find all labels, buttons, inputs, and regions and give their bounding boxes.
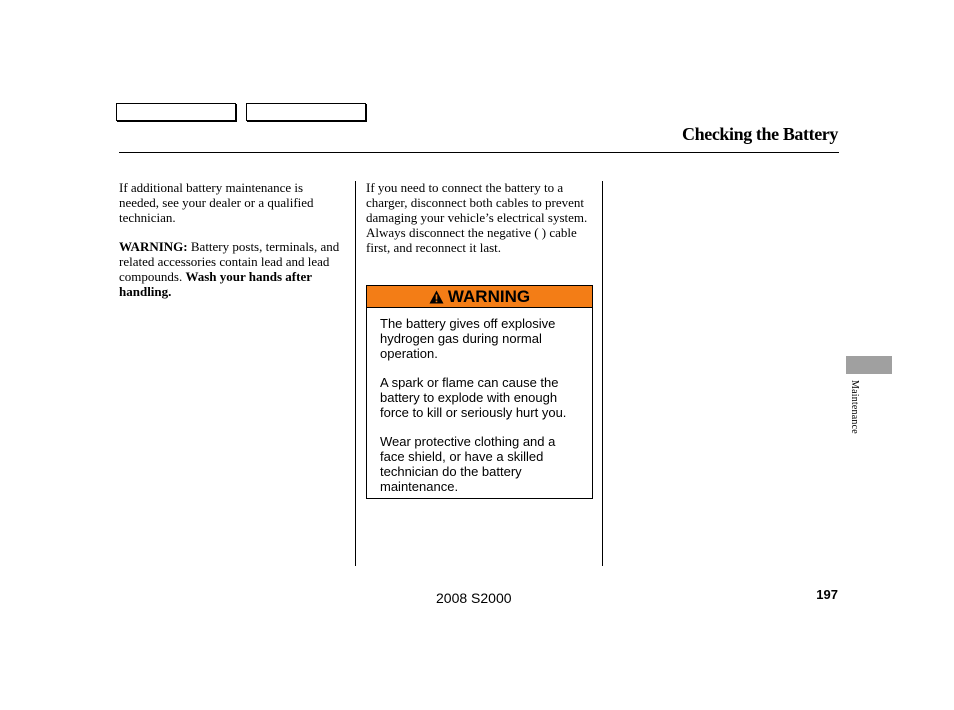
charger-instructions: If you need to connect the battery to a charger, disconnect both cables to prevent damaging your vehicle’s electrical system. Always disconnect the negative ( ) cable first, and reconnect it last. xyxy=(366,180,588,255)
warning-text: Battery posts, terminals, and related accessories contain lead and lead compounds. xyxy=(119,239,340,284)
column-divider xyxy=(355,181,356,566)
warning-item: Wear protective clothing and a face shield, or have a skilled technician do the battery maintenance. xyxy=(380,434,556,494)
maintenance-note: If additional battery maintenance is needed, see your dealer or a qualified technician. xyxy=(119,180,314,225)
section-label: Maintenance xyxy=(849,380,860,434)
section-tab[interactable] xyxy=(846,356,892,374)
column-divider xyxy=(602,181,603,566)
middle-column xyxy=(366,180,594,255)
page-title: Checking the Battery xyxy=(682,124,838,144)
nav-button-previous[interactable] xyxy=(116,103,236,121)
warning-triangle-icon xyxy=(429,290,444,304)
page-number: 197 xyxy=(816,587,838,602)
nav-button-next[interactable] xyxy=(246,103,366,121)
left-column xyxy=(119,180,344,313)
warning-item: The battery gives off explosive hydrogen gas during normal operation. xyxy=(380,316,556,361)
title-divider xyxy=(119,152,839,153)
lead-warning-note xyxy=(119,239,344,299)
footer-model: 2008 S2000 xyxy=(436,590,512,606)
warning-box xyxy=(366,285,593,499)
warning-bold-text: Wash your hands after handling. xyxy=(119,269,312,299)
warning-header-label: WARNING xyxy=(447,286,531,306)
warning-body xyxy=(367,308,592,494)
warning-header xyxy=(367,286,592,308)
warning-lead: WARNING: xyxy=(119,239,188,254)
warning-item: A spark or flame can cause the battery to explode with enough force to kill or seriously hurt you. xyxy=(380,375,567,420)
